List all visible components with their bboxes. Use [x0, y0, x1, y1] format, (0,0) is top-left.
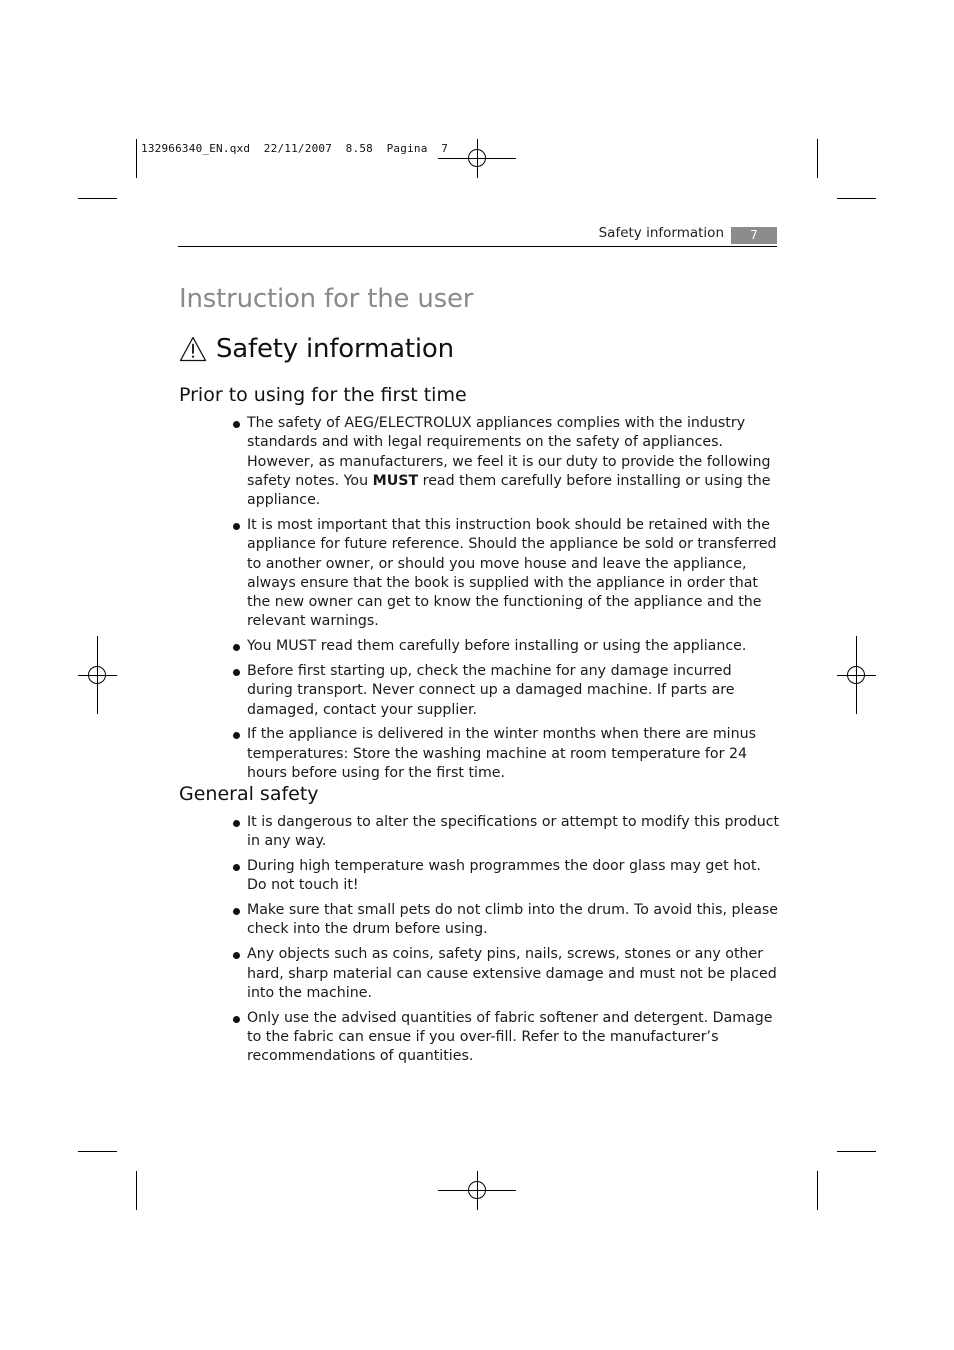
- crop-mark: [136, 139, 137, 178]
- chapter-heading: [179, 334, 454, 364]
- bullet-icon: [233, 864, 240, 871]
- list-item-text: During high temperature wash programmes the door glass may get hot. Do not touch it!: [247, 858, 761, 894]
- bullet-icon: [233, 908, 240, 915]
- list-item-text: It is most important that this instruction book should be retained with the appliance for future reference. Should the appliance be sold or transferred to another owner, or should you move house and leave the appliance, always ensure that the book is supplied with the appliance in order that the new owner can get to know the functioning of the appliance and the relevant warnings.: [247, 516, 777, 630]
- crop-mark: [78, 1151, 117, 1152]
- bullet-icon: [233, 1016, 240, 1023]
- list-item-text: If the appliance is delivered in the winter months when there are minus temperatures: Store the washing machine at room temperature for 24 hours before using for the first time.: [247, 726, 756, 782]
- list-item-text: The safety of AEG/ELECTROLUX appliances complies with the industry standards and with legal requirements on the safety of appliances. However, as manufacturers, we feel it is our duty to provide the following safety notes. You: [247, 415, 771, 489]
- registration-circle: [847, 666, 865, 684]
- crop-mark: [817, 1171, 818, 1210]
- list-item-text: Any objects such as coins, safety pins, nails, screws, stones or any other hard, sharp material can cause extensive damage and must not be placed into the machine.: [247, 946, 777, 1001]
- list-item-text: It is dangerous to alter the specifications or attempt to modify this product in any way.: [247, 814, 780, 850]
- crop-mark: [817, 139, 818, 178]
- bullet-icon: [233, 523, 240, 530]
- general-safety-heading: General safety: [179, 783, 319, 805]
- bullet-icon: [233, 820, 240, 827]
- list-item: [232, 945, 780, 1003]
- list-item: [232, 637, 780, 656]
- warning-triangle-icon: [179, 336, 207, 362]
- crop-mark: [837, 198, 876, 199]
- list-item-text: Only use the advised quantities of fabric softener and detergent. Damage to the fabric can ensue if you over-fill. Refer to the manufacturer’s recommendations of quantities.: [247, 1009, 773, 1065]
- crop-mark: [78, 198, 117, 199]
- chapter-title: Safety information: [216, 334, 454, 364]
- section-title: Instruction for the user: [179, 284, 474, 314]
- registration-circle: [88, 666, 106, 684]
- list-item-text: Before first starting up, check the machine for any damage incurred during transport. Never connect up a damaged machine. If parts are damaged, contact your supplier.: [247, 663, 735, 718]
- list-item: [232, 414, 780, 510]
- list-item: [232, 516, 780, 632]
- list-item: [232, 813, 780, 852]
- bullet-icon: [233, 732, 240, 739]
- list-item: [232, 1009, 780, 1067]
- bullet-icon: [233, 644, 240, 651]
- header-rule: [178, 246, 777, 247]
- bullet-icon: [233, 952, 240, 959]
- print-slug: 132966340_EN.qxd 22/11/2007 8.58 Pagina 7: [141, 142, 449, 155]
- prior-use-heading: Prior to using for the first time: [179, 384, 467, 406]
- registration-circle: [468, 1181, 486, 1199]
- list-item-text: You MUST read them carefully before installing or using the appliance.: [247, 638, 747, 655]
- registration-circle: [468, 149, 486, 167]
- bullet-icon: [233, 421, 240, 428]
- list-item: [232, 901, 780, 940]
- list-item-text: read them carefully before installing or using the appliance.: [247, 472, 771, 509]
- general-safety-list: [232, 813, 780, 1072]
- crop-mark: [136, 1171, 137, 1210]
- prior-use-list: [232, 414, 780, 789]
- emphasis-text: MUST: [372, 472, 419, 489]
- crop-mark: [837, 1151, 876, 1152]
- list-item: [232, 857, 780, 896]
- bullet-icon: [233, 669, 240, 676]
- list-item-text: Make sure that small pets do not climb into the drum. To avoid this, please check into the drum before using.: [247, 902, 779, 938]
- list-item: [232, 725, 780, 783]
- page-number-tab: 7: [731, 227, 777, 244]
- running-header-title: Safety information: [598, 225, 724, 241]
- list-item: [232, 662, 780, 720]
